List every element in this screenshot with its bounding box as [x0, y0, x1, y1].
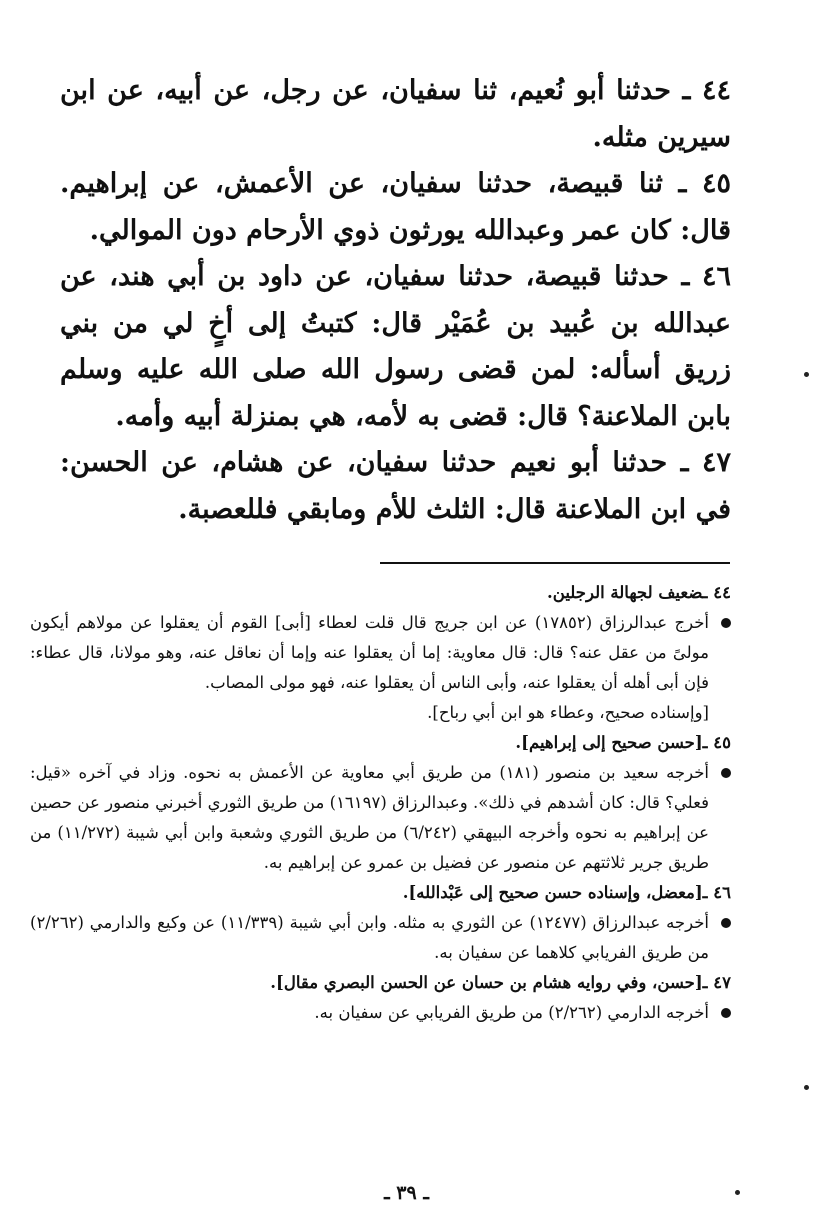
- footnote-grade: ٤٤ ـضعيف لجهالة الرجلين.: [547, 583, 731, 602]
- footnote-source: [30, 608, 731, 698]
- hadith-number: ٤٥ ـ: [678, 168, 731, 199]
- bullet-icon: [721, 618, 731, 628]
- scan-speck: [804, 1085, 809, 1090]
- footnote-source-text: أخرجه عبدالرزاق (١٢٤٧٧) عن الثوري به مثله. وابن أبي شيبة (١١/٣٣٩) عن وكيع والدارمي (٢/٢٦٢) من طريق الفريابي كلاهما عن سفيان به.: [30, 913, 710, 962]
- hadith-body: حدثنا أبو نُعيم، ثنا سفيان، عن رجل، عن أبيه، عن ابن سيرين مثله.: [60, 75, 731, 153]
- footnote-source-text: أخرجه سعيد بن منصور (١٨١) من طريق أبي معاوية عن الأعمش به نحوه. وزاد في آخره «قيل: فعلي؟ قال: كان أشدهم في ذلك». وعبدالرزاق (١٦١٩٧) من طريق الثوري أخبرني منصور عن حصين عن إبراهيم به نحوه وأخرجه البيهقي (٦/٢٤٢) من طريق الثوري وشعبة وابن أبي شيبة (١١/٢٧٢) من طريق جرير ثلاثتهم عن منصور عن فضيل بن عمرو عن إبراهيم به.: [30, 763, 710, 872]
- footnote-source: [30, 908, 731, 968]
- hadith-47: [60, 440, 731, 533]
- footnote-source: [30, 758, 731, 878]
- footnote-divider: [380, 562, 730, 564]
- footnote-46: [30, 878, 731, 968]
- hadith-number: ٤٧ ـ: [680, 447, 732, 478]
- footnote-grade: ٤٦ ـ[معضل، وإسناده حسن صحيح إلى عَبْدالله].: [402, 883, 731, 902]
- hadith-45: [60, 161, 731, 254]
- scan-speck: [735, 1190, 740, 1195]
- scan-speck: [804, 372, 809, 377]
- footnote-44: [30, 578, 731, 728]
- hadith-46: [60, 254, 731, 440]
- hadith-44: [60, 68, 731, 161]
- footnote-source-text: أخرج عبدالرزاق (١٧٨٥٢) عن ابن جريج قال قلت لعطاء [أبى] القوم أن يعقلوا عن مولاهم أيكون مولىً من عقل عنه؟ قال: قال معاوية: إما أن يعقلوا عنه وإما أن نعاقل عنه، وهو مولانا، قال عطاء: فإن أبى أهله أن يعقلوا عنه، وأبى الناس أن يعقلوا عنه، فهو مولى المصاب.: [30, 613, 709, 692]
- bullet-icon: [721, 768, 731, 778]
- footnotes-block: [30, 578, 731, 1028]
- bullet-icon: [721, 918, 731, 928]
- hadith-body: حدثنا أبو نعيم حدثنا سفيان، عن هشام، عن الحسن: في ابن الملاعنة قال: الثلث للأم ومابقي فللعصبة.: [60, 447, 731, 525]
- footnote-source-text: أخرجه الدارمي (٢/٢٦٢) من طريق الفريابي عن سفيان به.: [314, 1003, 709, 1022]
- page-number: ـ ٣٩ ـ: [384, 1182, 429, 1204]
- hadith-body: ثنا قبيصة، حدثنا سفيان، عن الأعمش، عن إبراهيم. قال: كان عمر وعبدالله يورثون ذوي الأرحام دون الموالي.: [60, 168, 731, 246]
- footnote-isnad-note: [وإسناده صحيح، وعطاء هو ابن أبي رباح].: [427, 703, 709, 722]
- hadith-text-block: [60, 68, 731, 533]
- hadith-number: ٤٤ ـ: [682, 75, 732, 106]
- footnote-grade: ٤٥ ـ[حسن صحيح إلى إبراهيم].: [515, 733, 731, 752]
- bullet-icon: [721, 1008, 731, 1018]
- footnote-45: [30, 728, 731, 878]
- footnote-source: [30, 998, 731, 1028]
- hadith-number: ٤٦ ـ: [681, 261, 731, 292]
- footnote-47: [30, 968, 731, 1028]
- hadith-body: حدثنا قبيصة، حدثنا سفيان، عن داود بن أبي هند، عن عبدالله بن عُبيد بن عُمَيْر قال: كتبتُ إلى أخٍ لي من بني زريق أسأله: لمن قضى رسول الله صلى الله عليه وسلم بابن الملاعنة؟ قال: قضى به لأمه، هي بمنزلة أبيه وأمه.: [60, 261, 731, 432]
- footnote-grade: ٤٧ ـ[حسن، وفي روايه هشام بن حسان عن الحسن البصري مقال].: [270, 973, 731, 992]
